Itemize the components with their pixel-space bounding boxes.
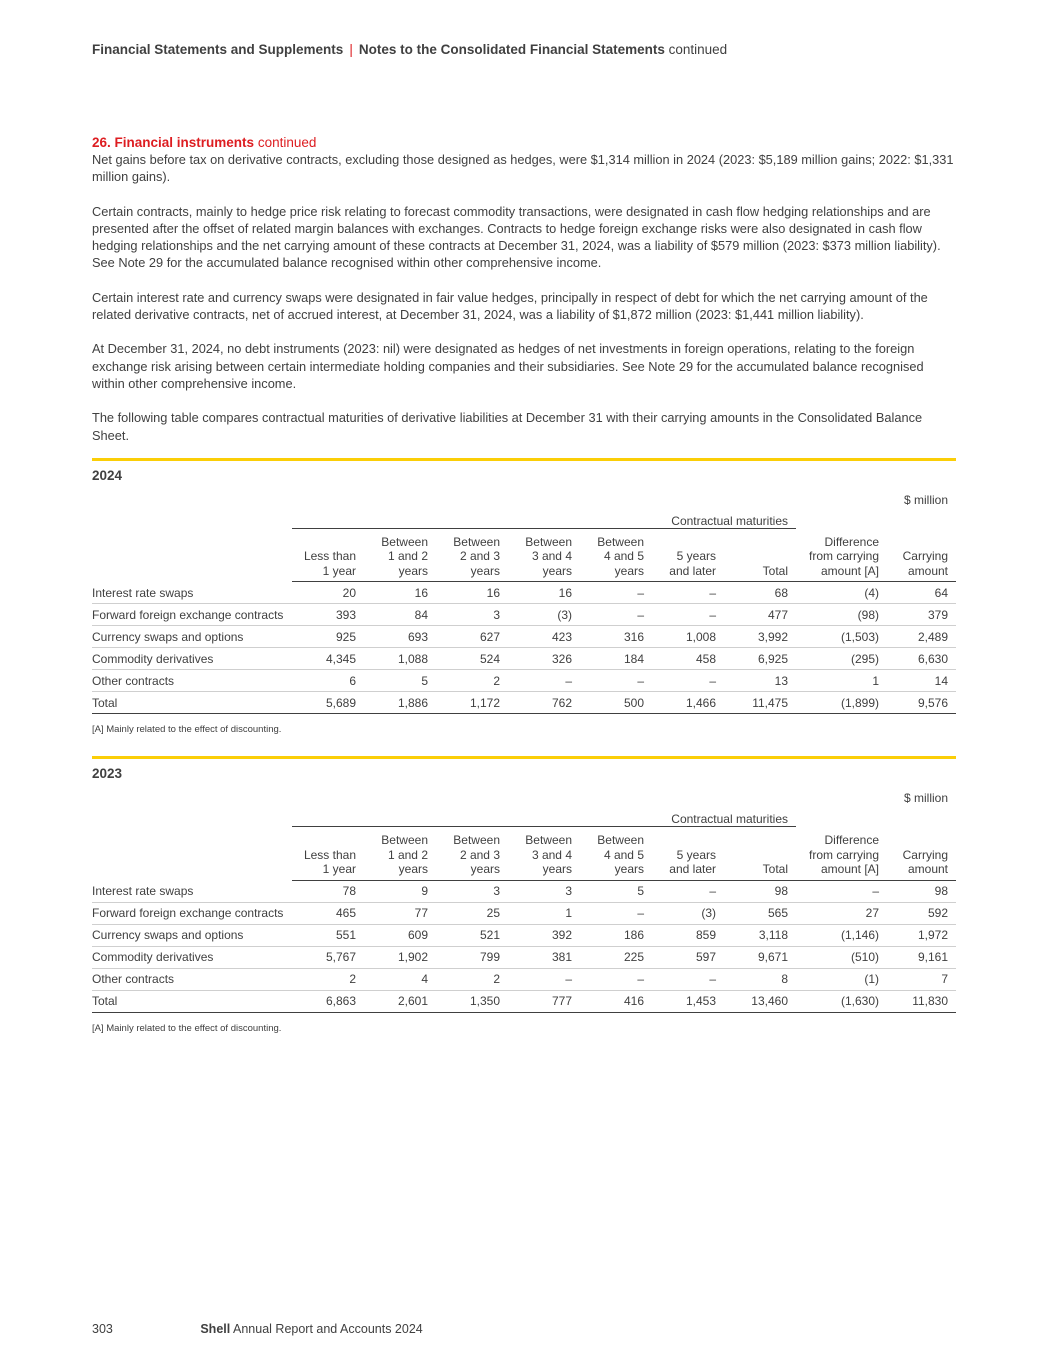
table-cell: (4) — [796, 582, 887, 604]
table-cell: – — [580, 582, 652, 604]
header-continued: continued — [668, 42, 728, 57]
table-year-label: 2023 — [92, 766, 123, 782]
column-header-line: years — [614, 563, 644, 578]
table-cell: 6,863 — [292, 990, 364, 1012]
table-unit: $ million — [903, 492, 948, 507]
column-header-line: Difference — [824, 534, 879, 549]
table-cell: 565 — [724, 902, 796, 924]
column-header — [796, 528, 887, 582]
note-title-text: 26. Financial instruments — [92, 135, 255, 150]
table-cell: 381 — [508, 946, 580, 968]
table-cell: 64 — [887, 582, 956, 604]
column-header-line: 5 years — [676, 847, 716, 862]
note-content — [92, 134, 956, 1037]
column-header-line: and later — [669, 563, 716, 578]
table-cell: (295) — [796, 648, 887, 670]
column-header-line: 1 and 2 — [387, 549, 428, 564]
table-row — [92, 968, 956, 990]
page-number: 303 — [92, 1322, 113, 1336]
table-cell: 5,689 — [292, 692, 364, 714]
column-header-line: 1 year — [322, 563, 356, 578]
column-header-line: years — [470, 862, 500, 877]
column-header-line: years — [470, 563, 500, 578]
table-cell: 13,460 — [724, 990, 796, 1012]
column-header-line: Between — [453, 833, 500, 848]
table-cell: 186 — [580, 924, 652, 946]
table-cell: 98 — [724, 880, 796, 902]
row-label: Currency swaps and options — [92, 924, 292, 946]
table-total-row — [92, 990, 956, 1012]
table-cell: 84 — [364, 604, 436, 626]
column-header-line: 1 and 2 — [387, 847, 428, 862]
table-cell: (510) — [796, 946, 887, 968]
table-cell: (1,146) — [796, 924, 887, 946]
table-cell: 627 — [436, 626, 508, 648]
table-cell: – — [652, 582, 724, 604]
row-label: Total — [92, 990, 292, 1012]
column-header — [887, 827, 956, 881]
contractual-maturities-label: Contractual maturities — [671, 812, 788, 827]
column-header-line: years — [398, 862, 428, 877]
row-label: Interest rate swaps — [92, 880, 292, 902]
table-cell: (3) — [652, 902, 724, 924]
row-label: Other contracts — [92, 670, 292, 692]
column-header — [652, 528, 724, 582]
row-label: Currency swaps and options — [92, 626, 292, 648]
table-cell: 6,630 — [887, 648, 956, 670]
table-cell: – — [508, 968, 580, 990]
column-header-line: from carrying — [808, 549, 879, 564]
column-header-line: years — [542, 563, 572, 578]
column-header-line: 5 years — [676, 549, 716, 564]
table-cell: – — [580, 902, 652, 924]
table-cell: 14 — [887, 670, 956, 692]
table-cell: – — [652, 880, 724, 902]
table-row — [92, 924, 956, 946]
contractual-maturities-label: Contractual maturities — [671, 513, 788, 528]
column-header — [436, 528, 508, 582]
table-cell: 1,350 — [436, 990, 508, 1012]
table-cell: 551 — [292, 924, 364, 946]
column-header-line: years — [542, 862, 572, 877]
table-cell: 1,453 — [652, 990, 724, 1012]
table-cell: 8 — [724, 968, 796, 990]
running-header — [92, 42, 727, 57]
table-cell: (3) — [508, 604, 580, 626]
table-cell: 11,830 — [887, 990, 956, 1012]
column-header-line: Carrying — [902, 847, 948, 862]
column-header-line: Difference — [824, 833, 879, 848]
table-cell: 2,489 — [887, 626, 956, 648]
table-cell: 77 — [364, 902, 436, 924]
column-header-line: Total — [762, 862, 788, 877]
footer-brand: Shell — [200, 1322, 231, 1336]
table-cell: 13 — [724, 670, 796, 692]
table-cell: 78 — [292, 880, 364, 902]
column-header-line: 2 and 3 — [459, 549, 500, 564]
table-footnote: [A] Mainly related to the effect of discounting. — [92, 724, 282, 736]
paragraph-table-intro: The following table compares contractual maturities of derivative liabilities at December 31 with their carrying amounts in the Consolidated Balance Sheet. — [92, 410, 923, 443]
table-cell: 184 — [580, 648, 652, 670]
section-rule — [92, 756, 956, 759]
column-header-line: Total — [762, 563, 788, 578]
table-cell: 6 — [292, 670, 364, 692]
table-cell: – — [580, 670, 652, 692]
table-cell: 326 — [508, 648, 580, 670]
table-cell: 2 — [436, 968, 508, 990]
footer-title: Annual Report and Accounts 2024 — [233, 1322, 423, 1336]
column-header — [652, 827, 724, 881]
note-title-continued: continued — [257, 135, 317, 150]
table-row — [92, 626, 956, 648]
table-cell: 1,172 — [436, 692, 508, 714]
table-cell: 9,161 — [887, 946, 956, 968]
row-label: Commodity derivatives — [92, 648, 292, 670]
row-label: Forward foreign exchange contracts — [92, 902, 292, 924]
table-cell: 25 — [436, 902, 508, 924]
table-cell: – — [652, 670, 724, 692]
column-header-line: Less than — [303, 549, 356, 564]
table-cell: (1,630) — [796, 990, 887, 1012]
table-cell: 2 — [292, 968, 364, 990]
table-cell: 762 — [508, 692, 580, 714]
column-header — [580, 827, 652, 881]
column-header — [292, 827, 364, 881]
table-cell: 379 — [887, 604, 956, 626]
table-cell: 3 — [436, 604, 508, 626]
table-cell: 5 — [364, 670, 436, 692]
column-header-line: and later — [669, 862, 716, 877]
header-subsection: Notes to the Consolidated Financial Statements — [358, 42, 665, 57]
table-total-row — [92, 692, 956, 714]
column-header-line: 4 and 5 — [603, 847, 644, 862]
table-cell: 4,345 — [292, 648, 364, 670]
table-cell: 1 — [796, 670, 887, 692]
row-label: Commodity derivatives — [92, 946, 292, 968]
table-cell: – — [652, 968, 724, 990]
table-row — [92, 670, 956, 692]
row-label: Forward foreign exchange contracts — [92, 604, 292, 626]
column-header-line: from carrying — [808, 847, 879, 862]
column-header-line: Carrying — [902, 549, 948, 564]
table-row — [92, 902, 956, 924]
column-header — [436, 827, 508, 881]
table-cell: (1,503) — [796, 626, 887, 648]
column-header-line: 3 and 4 — [531, 847, 572, 862]
row-label: Total — [92, 692, 292, 714]
table-cell: – — [796, 880, 887, 902]
paragraph-net-investment-hedges: At December 31, 2024, no debt instruments (2023: nil) were designated as hedges of net investments in foreign operations, relating to the foreign exchange risk arising between certain intermediate holding companies and their subsidiaries. See Note 29 for the accumulated balance recognised within other comprehensive income. — [92, 341, 924, 391]
column-header — [796, 827, 887, 881]
row-label: Interest rate swaps — [92, 582, 292, 604]
table-row — [92, 946, 956, 968]
table-cell: 16 — [364, 582, 436, 604]
table-cell: 27 — [796, 902, 887, 924]
table-footnote: [A] Mainly related to the effect of discounting. — [92, 1022, 282, 1034]
table-cell: 3,992 — [724, 626, 796, 648]
column-header — [292, 528, 364, 582]
table-cell: – — [580, 968, 652, 990]
table-cell: 423 — [508, 626, 580, 648]
table-cell: 799 — [436, 946, 508, 968]
table-cell: 477 — [724, 604, 796, 626]
column-header-line: amount [A] — [820, 563, 879, 578]
table-cell: – — [652, 604, 724, 626]
table-cell: 925 — [292, 626, 364, 648]
table-cell: 1,902 — [364, 946, 436, 968]
table-cell: 5,767 — [292, 946, 364, 968]
column-header-line: Between — [597, 534, 644, 549]
table-cell: 9,576 — [887, 692, 956, 714]
table-cell: 521 — [436, 924, 508, 946]
section-rule — [92, 458, 956, 461]
table-cell: 465 — [292, 902, 364, 924]
column-header-line: Between — [525, 534, 572, 549]
column-header — [724, 528, 796, 582]
paragraph-cash-flow-hedges: Certain contracts, mainly to hedge price risk relating to forecast commodity transactions, were designated in cash flow hedging relationships and are presented after the offset of related margin balances with exchanges. Contracts to hedge foreign exchange risks were also designated in cash flow hedging relationships and the net carrying amount of these contracts at December 31, 2024, was a liability of $579 million (2023: $373 million liability). See Note 29 for the accumulated balance recognised within other comprehensive income. — [92, 203, 941, 271]
table-cell: 316 — [580, 626, 652, 648]
column-header — [508, 827, 580, 881]
table-cell: 98 — [887, 880, 956, 902]
table-cell: 500 — [580, 692, 652, 714]
table-cell: 9,671 — [724, 946, 796, 968]
table-cell: 2 — [436, 670, 508, 692]
table-cell: 416 — [580, 990, 652, 1012]
column-header — [887, 528, 956, 582]
table-cell: 68 — [724, 582, 796, 604]
table-cell: 11,475 — [724, 692, 796, 714]
table-cell: 1,886 — [364, 692, 436, 714]
table-cell: 693 — [364, 626, 436, 648]
column-header-line: amount — [907, 563, 948, 578]
paragraph-derivative-gains: Net gains before tax on derivative contracts, excluding those designed as hedges, were $1,314 million in 2024 (2023: $5,189 million gains; 2022: $1,331 million gains). — [92, 152, 954, 185]
header-separator: | — [349, 42, 353, 57]
table-cell: – — [580, 604, 652, 626]
column-header — [580, 528, 652, 582]
table-cell: 7 — [887, 968, 956, 990]
table-row — [92, 880, 956, 902]
column-header — [364, 827, 436, 881]
maturity-table-2023 — [92, 756, 956, 1037]
column-header-line: 3 and 4 — [531, 549, 572, 564]
column-header-line: years — [614, 862, 644, 877]
column-header-line: Between — [453, 534, 500, 549]
table-cell: (98) — [796, 604, 887, 626]
row-label: Other contracts — [92, 968, 292, 990]
table-cell: 225 — [580, 946, 652, 968]
table-cell: 392 — [508, 924, 580, 946]
table-cell: 592 — [887, 902, 956, 924]
table-cell: 3 — [436, 880, 508, 902]
table-cell: 1,466 — [652, 692, 724, 714]
header-section: Financial Statements and Supplements — [92, 42, 344, 57]
table-cell: (1) — [796, 968, 887, 990]
column-header-line: years — [398, 563, 428, 578]
column-header-line: Between — [381, 833, 428, 848]
table-cell: 5 — [580, 880, 652, 902]
table-row — [92, 582, 956, 604]
table-cell: 4 — [364, 968, 436, 990]
table-cell: (1,899) — [796, 692, 887, 714]
column-header-line: 2 and 3 — [459, 847, 500, 862]
column-header-line: Between — [597, 833, 644, 848]
table-cell: – — [508, 670, 580, 692]
paragraph-fair-value-hedges: Certain interest rate and currency swaps were designated in fair value hedges, principally in respect of debt for which the net carrying amount of the related derivative contracts, net of accrued interest, at December 31, 2024, was a liability of $1,872 million (2023: $1,441 million liability). — [92, 289, 928, 323]
table-cell: 393 — [292, 604, 364, 626]
page-footer — [92, 1322, 423, 1336]
table-cell: 1,972 — [887, 924, 956, 946]
table-cell: 3 — [508, 880, 580, 902]
maturity-tables — [92, 458, 956, 1037]
table-cell: 3,118 — [724, 924, 796, 946]
column-header-line: Less than — [303, 847, 356, 862]
table-cell: 9 — [364, 880, 436, 902]
table-cell: 1,008 — [652, 626, 724, 648]
table-cell: 458 — [652, 648, 724, 670]
table-cell: 609 — [364, 924, 436, 946]
table-row — [92, 648, 956, 670]
maturity-table — [92, 806, 956, 1013]
column-header-line: amount — [907, 862, 948, 877]
column-header-line: Between — [525, 833, 572, 848]
table-cell: 16 — [508, 582, 580, 604]
column-header-line: 4 and 5 — [603, 549, 644, 564]
note-title — [92, 134, 956, 151]
column-header-line: amount [A] — [820, 862, 879, 877]
column-header-line: 1 year — [322, 862, 356, 877]
maturity-table — [92, 508, 956, 715]
table-cell: 6,925 — [724, 648, 796, 670]
table-cell: 16 — [436, 582, 508, 604]
table-cell: 777 — [508, 990, 580, 1012]
column-header — [724, 827, 796, 881]
table-year-label: 2024 — [92, 467, 123, 483]
column-header — [508, 528, 580, 582]
column-header-line: Between — [381, 534, 428, 549]
table-cell: 1 — [508, 902, 580, 924]
table-row — [92, 604, 956, 626]
table-cell: 1,088 — [364, 648, 436, 670]
table-cell: 20 — [292, 582, 364, 604]
table-cell: 524 — [436, 648, 508, 670]
table-cell: 859 — [652, 924, 724, 946]
table-cell: 2,601 — [364, 990, 436, 1012]
table-cell: 597 — [652, 946, 724, 968]
table-unit: $ million — [903, 791, 948, 806]
column-header — [364, 528, 436, 582]
maturity-table-2024 — [92, 458, 956, 739]
